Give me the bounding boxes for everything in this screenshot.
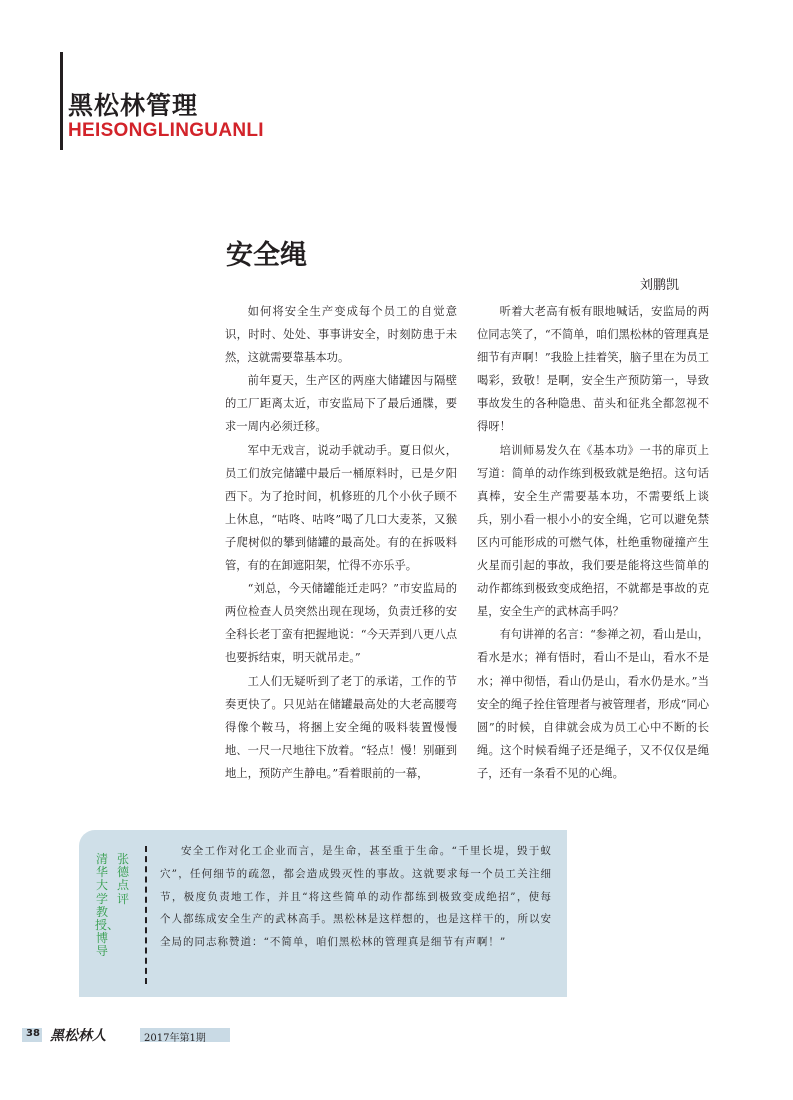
page-number: 38 <box>26 1028 40 1039</box>
paragraph: 前年夏天，生产区的两座大储罐因与隔壁的工厂距离太近，市安监局下了最后通牒，要求一周内必须迁移。 <box>225 374 457 434</box>
page-footer <box>0 1026 793 1046</box>
paragraph: 有句讲禅的名言：“参禅之初，看山是山，看水是水；禅有悟时，看山不是山，看水不是水；禅中彻悟，看山仍是山，看水仍是水。”当安全的绳子拴住管理者与被管理者，形成“同心圆”的时候，自律就会成为员工心中不断的长绳。这个时候看绳子还是绳子，又不仅仅是绳子，还有一条看不见的心绳。 <box>477 628 709 780</box>
paragraph: 听着大老高有板有眼地喊话，安监局的两位同志笑了，“不简单，咱们黑松林的管理真是细节有声啊！”我脸上挂着笑，脑子里在为员工喝彩，致敬！是啊，安全生产预防第一，导致事故发生的各种隐患、苗头和征兆全都忽视不得呀！ <box>477 305 709 434</box>
issue-label: 2017年第1期 <box>144 1033 206 1044</box>
header-vertical-rule <box>60 52 63 150</box>
magazine-name: 黑松林人 <box>50 1028 106 1044</box>
paragraph: 工人们无疑听到了老丁的承诺，工作的节奏更快了。只见站在储罐最高处的大老高腰弯得像个鞍马，将捆上安全绳的吸料装置慢慢地、一尺一尺地往下放着。“轻点！慢！别砸到地上，预防产生静电。”看着眼前的一幕， <box>225 674 457 780</box>
comment-divider <box>145 846 147 984</box>
paragraph: 军中无戏言，说动手就动手。夏日似火，员工们放完储罐中最后一桶原料时，已是夕阳西下。为了抢时间，机修班的几个小伙子顾不上休息，“咕咚、咕咚”喝了几口大麦茶，又猴子爬树似的攀到储罐的最高处。有的在拆吸料管，有的在卸遮阳架，忙得不亦乐乎。 <box>225 443 457 573</box>
article-title: 安全绳 <box>226 240 307 271</box>
section-title: 黑松林管理 <box>68 91 199 120</box>
section-subtitle: HEISONGLINGUANLI <box>68 120 264 141</box>
article-column-left <box>225 300 457 785</box>
paragraph: “刘总，今天储罐能迁走吗？”市安监局的两位检查人员突然出现在现场，负责迁移的安全科长老丁蛮有把握地说：“今天弄到八更八点也要拆结束，明天就吊走。” <box>225 582 457 665</box>
article-column-right <box>477 300 709 785</box>
comment-paragraph: 安全工作对化工企业而言，是生命，甚至重于生命。“千里长堤，毁于蚁穴”，任何细节的疏忽，都会造成毁灭性的事故。这就要求每一个员工关注细节，极度负责地工作，并且“将这些简单的动作都练到极致变成绝招”，使每个人都练成安全生产的武林高手。黑松林是这样想的，也是这样干的，所以安全局的同志称赞道：“不简单，咱们黑松林的管理真是细节有声啊！” <box>160 845 552 949</box>
reviewer-name: 张德点评 <box>116 852 129 906</box>
article-author: 刘鹏凯 <box>640 278 680 293</box>
comment-text <box>160 840 552 954</box>
paragraph: 培训师易发久在《基本功》一书的扉页上写道：简单的动作练到极致就是绝招。这句话真棒，安全生产需要基本功，不需要纸上谈兵，别小看一根小小的安全绳，它可以避免禁区内可能形成的可燃气体，杜绝重物碰撞产生火星而引起的事故，我们要是能将这些简单的动作都练到极致变成绝招，不就都是事故的克星，安全生产的武林高手吗？ <box>477 443 709 619</box>
comment-reviewer <box>90 853 138 973</box>
reviewer-title: 清华大学教授、博导 <box>95 852 120 959</box>
paragraph: 如何将安全生产变成每个员工的自觉意识，时时、处处、事事讲安全，时刻防患于未然，这就需要靠基本功。 <box>225 305 457 365</box>
